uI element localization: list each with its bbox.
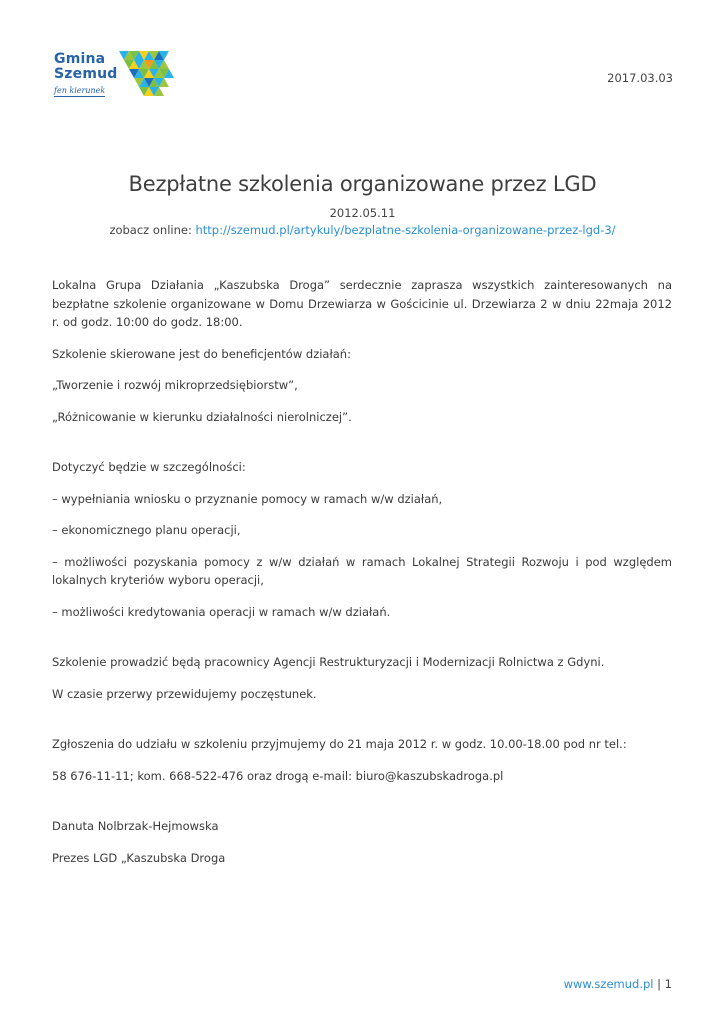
logo-wordmark — [54, 52, 118, 82]
signature-title: Prezes LGD „Kaszubska Droga — [52, 850, 226, 865]
page-footer — [564, 977, 672, 991]
signature-name: Danuta Nolbrzak-Hejmowska — [52, 819, 219, 833]
list-item-economic-plan: – ekonomicznego planu operacji, — [52, 523, 241, 537]
logo-line-szemud: Szemud — [54, 66, 118, 82]
paragraph-action-1: „Tworzenie i rozwój mikroprzedsiębiorstw”, — [52, 378, 298, 392]
gmina-szemud-logo — [51, 47, 177, 105]
logo-line-gmina: Gmina — [54, 51, 106, 67]
article-body — [52, 276, 672, 867]
paragraph-action-2: „Różnicowanie w kierunku działalności nierolniczej”. — [52, 409, 352, 424]
footer-site-link[interactable]: www.szemud.pl — [563, 977, 654, 991]
list-item-funding: – możliwości pozyskania pomocy z w/w działań w ramach Lokalnej Strategii Rozwoju i pod względem lokalnych kryteriów wyboru operacji, — [52, 554, 672, 587]
article-title: Bezpłatne szkolenia organizowane przez LGD — [128, 172, 597, 196]
page-number: 1 — [664, 977, 672, 991]
footer-separator: | — [657, 977, 662, 991]
paragraph-registration: Zgłoszenia do udziału w szkoleniu przyjmujemy do 21 maja 2012 r. w godz. 10.00-18.00 pod nr tel.: — [52, 737, 627, 751]
list-item-application: – wypełniania wniosku o przyznanie pomocy w ramach w/w działań, — [52, 491, 443, 506]
triangles-logo-icon — [119, 51, 175, 103]
paragraph-beneficiaries: Szkolenie skierowane jest do beneficjentów działań: — [52, 346, 351, 361]
online-label: zobacz online: — [109, 223, 192, 237]
document-print-date: 2017.03.03 — [607, 71, 673, 85]
logo-slogan: fen kierunek — [54, 86, 106, 95]
paragraph-trainers: Szkolenie prowadzić będą pracownicy Agencji Restrukturyzacji i Modernizacji Rolnictwa z Gdyni. — [52, 655, 605, 669]
paragraph-intro: Lokalna Grupa Działania „Kaszubska Droga” serdecznie zaprasza wszystkich zainteresowanych na bezpłatne szkolenie organizowane w Domu Drzewiarza w Gościcinie ul. Drzewiarza 2 w dniu 22maja 2012 r. od godz. 10:00 do godz. 18:00. — [52, 278, 672, 329]
article-date: 2012.05.11 — [329, 206, 396, 220]
paragraph-break: W czasie przerwy przewidujemy poczęstunek. — [52, 686, 317, 701]
online-link-line — [0, 223, 725, 237]
article-url-link[interactable]: http://szemud.pl/artykuly/bezplatne-szkolenia-organizowane-przez-lgd-3/ — [195, 223, 616, 237]
paragraph-topics-heading: Dotyczyć będzie w szczególności: — [52, 460, 246, 474]
paragraph-contact: 58 676-11-11; kom. 668-522-476 oraz drogą e-mail: biuro@kaszubskadroga.pl — [52, 768, 504, 783]
list-item-credit: – możliwości kredytowania operacji w ramach w/w działań. — [52, 604, 391, 619]
